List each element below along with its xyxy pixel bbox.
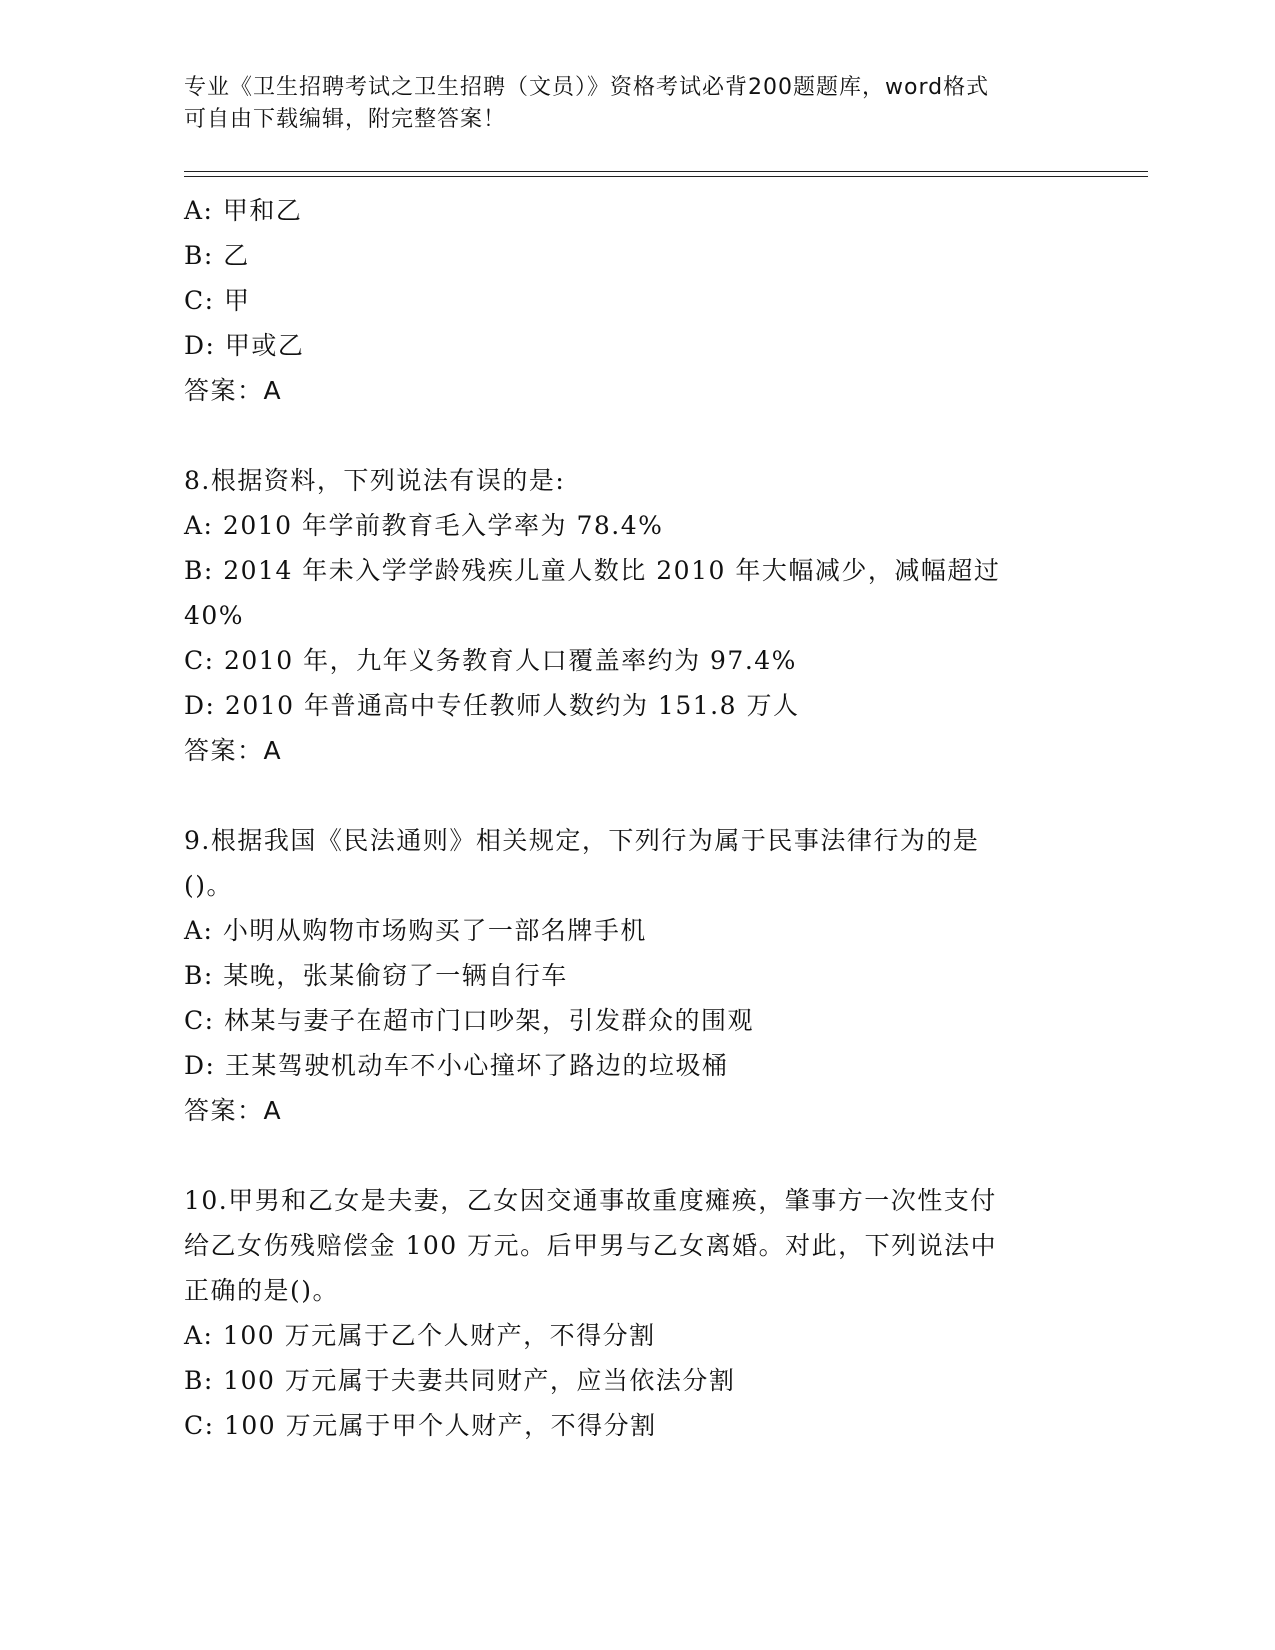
document-header bbox=[184, 72, 1064, 136]
spacer bbox=[184, 1133, 1064, 1178]
spacer bbox=[184, 413, 1064, 458]
option-b: B: 某晚，张某偷窃了一辆自行车 bbox=[184, 961, 568, 990]
header-rule-top bbox=[184, 171, 1148, 172]
option-a: A: 小明从购物市场购买了一部名牌手机 bbox=[184, 916, 647, 945]
option-c: C: 100 万元属于甲个人财产，不得分割 bbox=[184, 1411, 657, 1440]
question-list bbox=[184, 188, 1064, 1448]
answer: 答案：A bbox=[184, 1096, 283, 1125]
question-10 bbox=[184, 1178, 1064, 1448]
option-d: D: 王某驾驶机动车不小心撞坏了路边的垃圾桶 bbox=[184, 1051, 729, 1080]
header-line-2: 可自由下载编辑，附完整答案！ bbox=[184, 107, 507, 132]
question-8 bbox=[184, 458, 1064, 773]
option-b: B: 100 万元属于夫妻共同财产，应当依法分割 bbox=[184, 1366, 736, 1395]
answer: 答案：A bbox=[184, 736, 283, 765]
option-d: D: 2010 年普通高中专任教师人数约为 151.8 万人 bbox=[184, 691, 800, 720]
option-c: C: 2010 年，九年义务教育人口覆盖率约为 97.4% bbox=[184, 646, 797, 675]
option-b: B: 乙 bbox=[184, 241, 250, 270]
spacer bbox=[184, 773, 1064, 818]
question-stem-continued: ()。 bbox=[184, 871, 234, 900]
option-c: C: 甲 bbox=[184, 286, 251, 315]
question-stem: 10.甲男和乙女是夫妻，乙女因交通事故重度瘫痪，肇事方一次性支付 bbox=[184, 1186, 997, 1215]
header-line-1: 专业《卫生招聘考试之卫生招聘（文员）》资格考试必背200题题库，word格式 bbox=[184, 75, 990, 100]
question-7-options bbox=[184, 188, 1064, 413]
option-a: A: 甲和乙 bbox=[184, 196, 303, 225]
option-b-continued: 40% bbox=[184, 601, 245, 630]
question-stem: 9.根据我国《民法通则》相关规定，下列行为属于民事法律行为的是 bbox=[184, 826, 980, 855]
option-c: C: 林某与妻子在超市门口吵架，引发群众的围观 bbox=[184, 1006, 754, 1035]
question-stem-continued: 正确的是()。 bbox=[184, 1276, 340, 1305]
option-d: D: 甲或乙 bbox=[184, 331, 305, 360]
question-stem: 8.根据资料，下列说法有误的是: bbox=[184, 466, 566, 495]
option-b: B: 2014 年未入学学龄残疾儿童人数比 2010 年大幅减少，减幅超过 bbox=[184, 556, 1001, 585]
header-rule-bottom bbox=[184, 176, 1148, 177]
answer: 答案：A bbox=[184, 376, 283, 405]
option-a: A: 100 万元属于乙个人财产，不得分割 bbox=[184, 1321, 656, 1350]
option-a: A: 2010 年学前教育毛入学率为 78.4% bbox=[184, 511, 664, 540]
question-stem-continued: 给乙女伤残赔偿金 100 万元。后甲男与乙女离婚。对此，下列说法中 bbox=[184, 1231, 998, 1260]
question-9 bbox=[184, 818, 1064, 1133]
